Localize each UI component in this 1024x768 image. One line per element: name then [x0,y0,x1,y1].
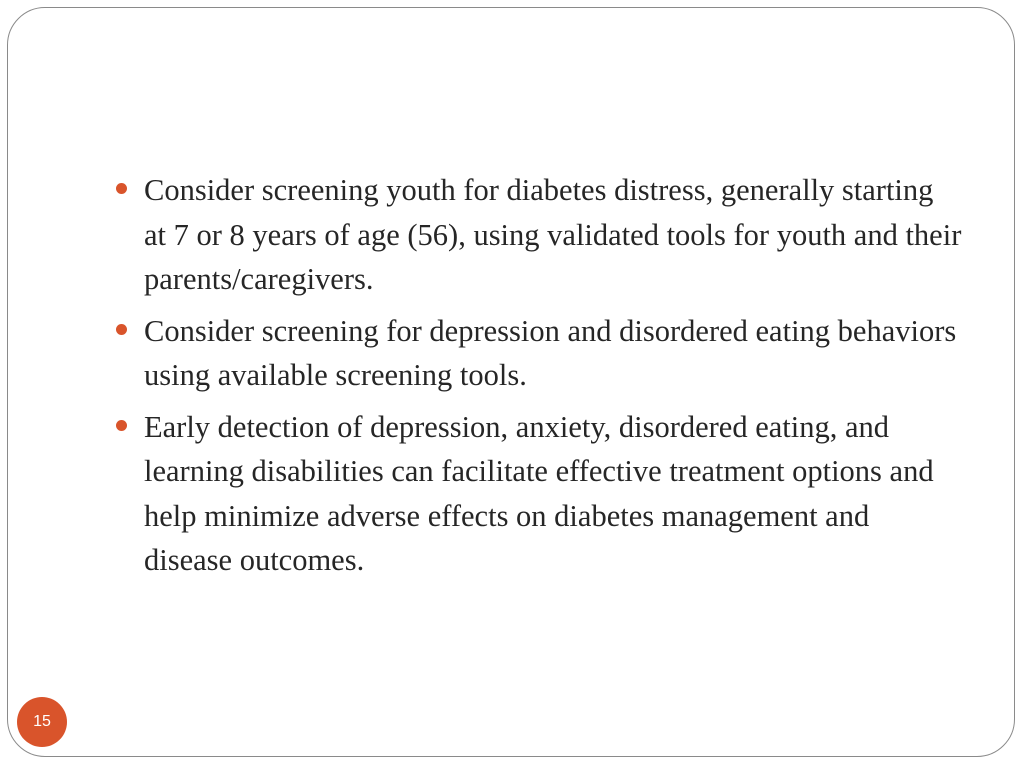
page-number-badge [17,697,67,747]
bullet-list [112,168,962,590]
bullet-text: Consider screening for depression and disordered eating behaviors using available screening tools. [144,313,957,392]
bullet-item [112,168,962,302]
bullet-dot-icon [116,324,127,335]
bullet-item [112,405,962,583]
bullet-dot-icon [116,183,127,194]
bullet-dot-icon [116,420,127,431]
bullet-text: Early detection of depression, anxiety, disordered eating, and learning disabilities can facilitate effective treatment options and help minimize adverse effects on diabetes management and disease outcomes. [144,409,934,577]
page-number: 15 [33,713,51,730]
bullet-item [112,309,962,398]
bullet-text: Consider screening youth for diabetes distress, generally starting at 7 or 8 years of age (56), using validated tools for youth and their parents/caregivers. [144,173,962,296]
